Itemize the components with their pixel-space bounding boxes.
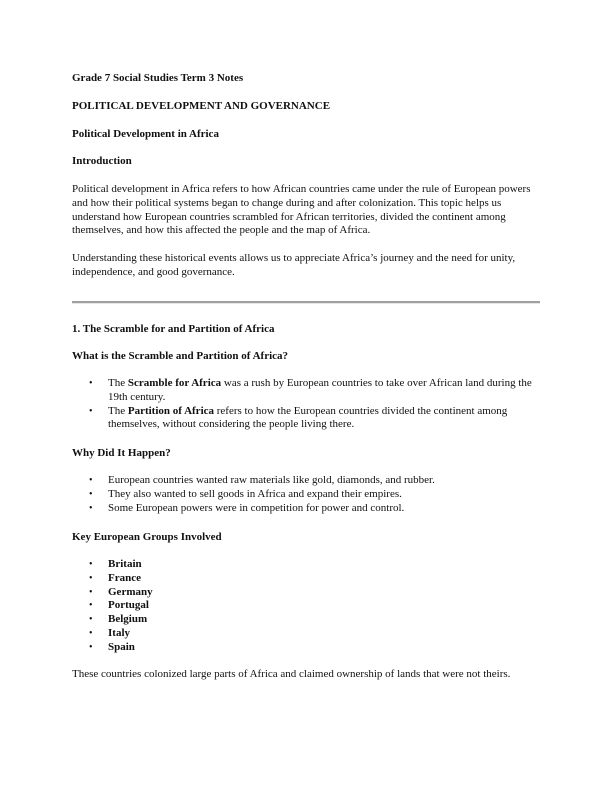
bullet-icon: • <box>89 378 93 389</box>
list-item: • Some European powers were in competition for power and control. <box>89 501 405 514</box>
key-groups-heading: Key European Groups Involved <box>72 531 222 543</box>
intro-paragraph-2: Understanding these historical events allows us to appreciate Africa’s journey and the need for unity, independence, and good governance. <box>72 252 516 278</box>
why-list <box>72 474 542 515</box>
term-partition-of-africa: Partition of Africa <box>127 404 215 417</box>
bullet-icon: • <box>89 641 93 653</box>
bullet-icon: • <box>89 502 93 514</box>
what-is-list <box>72 377 542 432</box>
list-item-spain: • Spain <box>89 640 135 653</box>
document-title: Grade 7 Social Studies Term 3 Notes <box>72 72 244 84</box>
bullet-icon: • <box>89 405 93 417</box>
bullet-icon: • <box>89 488 93 500</box>
list-item-britain: • Britain <box>89 558 142 570</box>
bullet-icon: • <box>89 600 93 612</box>
bullet-icon: • <box>89 614 93 626</box>
list-item: • The Scramble for Africa was a rush by European countries to take over African land during the 19th century. <box>89 377 532 403</box>
list-item-italy: • Italy <box>89 626 130 639</box>
list-item-portugal: • Portugal <box>89 599 149 612</box>
intro-paragraph-1: Political development in Africa refers to how African countries came under the rule of European powers and how their political systems began to change during and after colonization. This topic helps us understand how European countries scrambled for African territories, divided the continent among themselves, and how this affected the people and the map of Africa. <box>72 183 531 237</box>
intro-heading: Introduction <box>72 155 132 167</box>
closing-paragraph: These countries colonized large parts of Africa and claimed ownership of lands that were not theirs. <box>72 668 511 680</box>
bullet-icon: • <box>89 627 93 639</box>
bullet-icon: • <box>89 559 93 570</box>
what-is-heading: What is the Scramble and Partition of Africa? <box>72 350 289 362</box>
list-item-france: • France <box>89 571 141 584</box>
bullet-icon: • <box>89 586 93 598</box>
bullet-icon: • <box>89 475 93 486</box>
main-heading: POLITICAL DEVELOPMENT AND GOVERNANCE <box>72 100 331 112</box>
list-item: • They also wanted to sell goods in Africa and expand their empires. <box>89 487 402 500</box>
list-item: • The Partition of Africa refers to how the European countries divided the continent among themselves, without considering the people living there. <box>89 404 508 431</box>
subheading: Political Development in Africa <box>72 128 219 140</box>
why-heading: Why Did It Happen? <box>72 447 171 459</box>
horizontal-divider <box>72 301 540 304</box>
list-item-germany: • Germany <box>89 585 153 598</box>
list-item: • European countries wanted raw materials like gold, diamonds, and rubber. <box>89 474 435 486</box>
section-1-heading: 1. The Scramble for and Partition of Africa <box>72 323 275 335</box>
bullet-icon: • <box>89 572 93 584</box>
term-scramble-for-africa: Scramble for Africa <box>127 377 222 389</box>
key-groups-list <box>72 558 542 655</box>
list-item-belgium: • Belgium <box>89 613 148 626</box>
